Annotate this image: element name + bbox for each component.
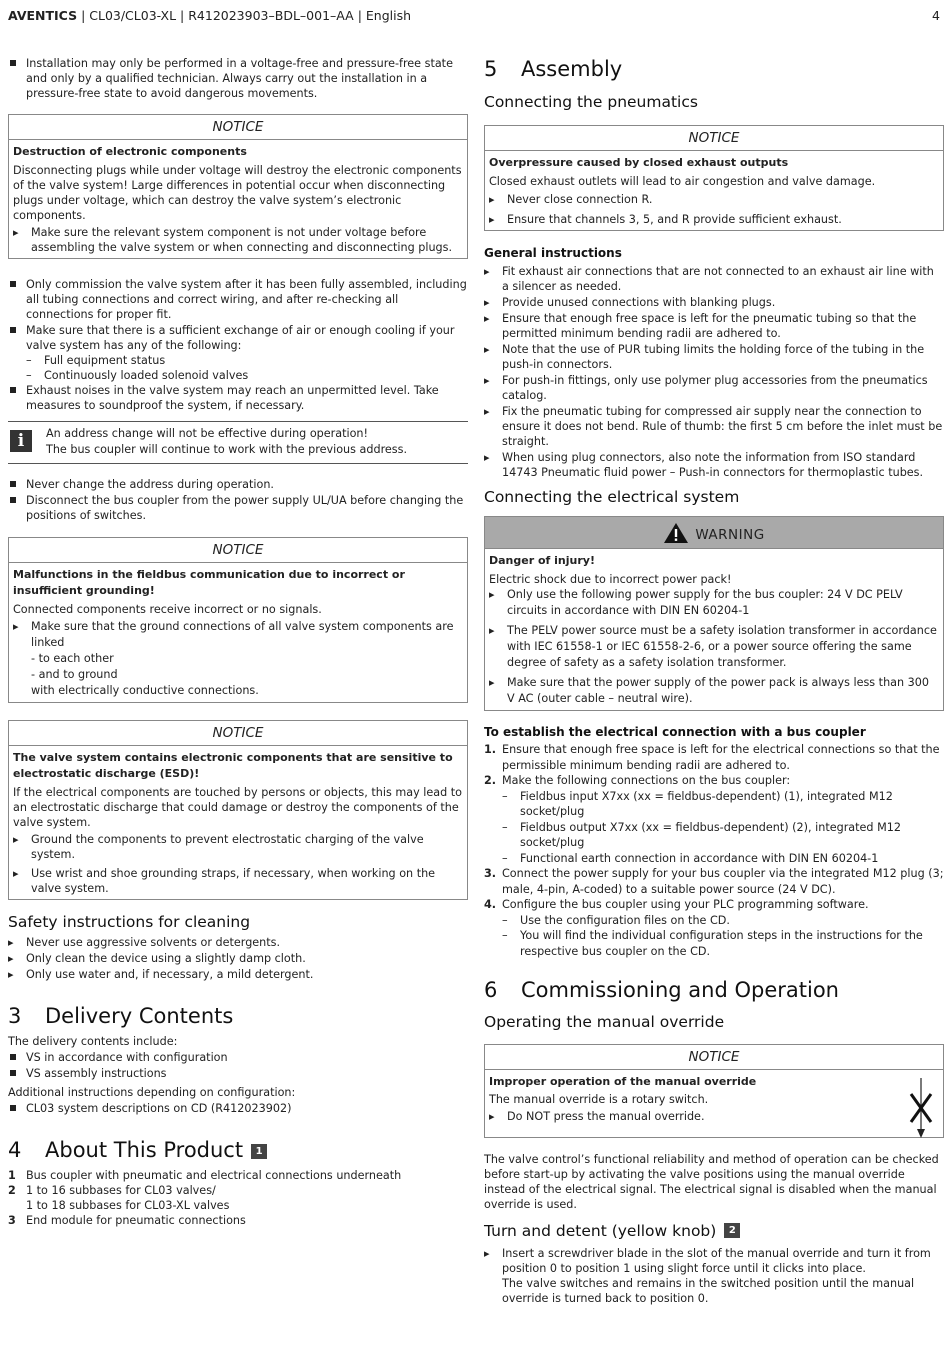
step-text: Ensure that enough free space is left for the electrical connections so that the permissible minimum bending radii are adhered to. [502,743,940,772]
list-item: Only commission the valve system after it has been fully assembled, including all tubing connections and correct wiring, and after re-checking all connections for proper fit. [8,277,468,322]
notice-action-line: - to each other [31,652,114,665]
sub-step-item: – Functional earth connection in accordance with DIN EN 60204-1 [502,851,944,867]
section-assembly [484,56,944,82]
step-text: Configure the bus coupler using your PLC programming software. [502,898,869,911]
notice-action [13,619,463,699]
warning-triangle-icon [663,522,689,544]
list-item: ▸ Fix the pneumatic tubing for compressed air supply near the connection to ensure it does not bend. Rule of thumb: the first 5 cm before the inlet must be straight. [484,404,944,449]
intro-bullet-list [8,56,468,101]
section-number: 5 [484,57,498,81]
sub-step-item: – Fieldbus input X7xx (xx = fieldbus-dependent) (1), integrated M12 socket/plug [502,789,944,820]
section-title: About This Product [45,1138,244,1162]
warning-action: ▸ Only use the following power supply for the bus coupler: 24 V DC PELV circuits in accordance with DIN EN 60204-1 [489,587,939,619]
step-item [484,866,944,897]
notice-text: Closed exhaust outlets will lead to air congestion and valve damage. [489,175,876,188]
notice-title: NOTICE [485,126,943,151]
commission-bullet-list [8,277,468,413]
notice-esd [8,720,468,900]
delivery-list-2 [8,1101,468,1117]
header-doc-info [8,8,411,23]
notice-text: Disconnecting plugs while under voltage will destroy the electronic components of the valve system! Large differences in potential occur when disconnecting plugs under voltage, which can destroy the valve system’s electronic components. [13,164,462,222]
left-column [8,56,468,1228]
brand-name: AVENTICS [8,8,78,23]
notice-action: ▸ Ensure that channels 3, 5, and R provide sufficient exhaust. [489,212,939,227]
list-item: ▸ Note that the use of PUR tubing limits the holding force of the tubing in the push-in connectors. [484,342,944,372]
establish-connection-heading: To establish the electrical connection with a bus coupler [484,725,866,739]
list-item: VS in accordance with configuration [8,1050,468,1066]
general-instructions-heading: General instructions [484,246,622,260]
list-item: Installation may only be performed in a voltage-free and pressure-free state and only by a qualified technician. Always carry out the installation in a pressure-free state to avoid dangerous movements. [8,56,468,101]
notice-manual-override [484,1044,944,1138]
info-line: An address change will not be effective during operation! [46,427,369,440]
info-line: The bus coupler will continue to work with the previous address. [46,443,408,456]
step-number: 3. [484,867,497,880]
figure-ref-badge: 1 [251,1144,267,1159]
warning-action: ▸ Make sure that the power supply of the power pack is always less than 300 V AC (outer cable – neutral wire). [489,675,939,707]
list-item: ▸ For push-in fittings, only use polymer plug accessories from the pneumatics catalog. [484,373,944,403]
list-item-text: Make sure that there is a sufficient exchange of air or enough cooling if your valve system has any of the following: [26,324,455,352]
section-title: Commissioning and Operation [521,978,839,1002]
warning-action: ▸ The PELV power source must be a safety isolation transformer in accordance with IEC 61558-1 or IEC 61558-2-6, or a power source offering the same degree of safety as a safety isolation transformer. [489,623,939,671]
section-number: 4 [8,1138,22,1162]
right-column [484,56,944,1306]
general-instructions-list [484,264,944,480]
list-item: Exhaust noises in the valve system may reach an unpermitted level. Take measures to soundproof the system, if necessary. [8,383,468,413]
list-item [484,1246,944,1306]
pneumatics-heading: Connecting the pneumatics [484,93,698,111]
item-line: End module for pneumatic connections [26,1214,246,1227]
notice-heading: Improper operation of the manual override [489,1075,757,1088]
step-item [484,897,944,959]
step-text: Connect the power supply for your bus coupler via the integrated M12 plug (3; male, 4-pin, A-coded) to a suitable power source (24 V DC). [502,867,944,896]
notice-title: NOTICE [9,721,467,746]
section-about-product [8,1137,468,1163]
notice-action-line: with electrically conductive connections. [31,684,259,697]
notice-text: If the electrical components are touched by persons or objects, this may lead to an electrostatic discharge that could damage or destroy the components of the valve system. [13,786,462,829]
list-item [8,1183,468,1213]
list-item: CL03 system descriptions on CD (R412023902) [8,1101,468,1117]
step-number: 2. [484,774,497,787]
warning-heading: Danger of injury! [489,554,595,567]
step-item [484,742,944,773]
item-line: 1 to 18 subbases for CL03-XL valves [26,1199,230,1212]
list-item: Disconnect the bus coupler from the power supply UL/UA before changing the positions of switches. [8,493,468,523]
item-number: 1 [8,1169,16,1182]
notice-action-line: - and to ground [31,668,118,681]
list-item: ▸ Never use aggressive solvents or detergents. [8,935,468,951]
notice-action: ▸ Ground the components to prevent electrostatic charging of the valve system. [13,832,463,862]
list-item-followup: The valve switches and remains in the switched position until the manual override is turned back to position 0. [502,1277,915,1305]
delivery-intro-2: Additional instructions depending on configuration: [8,1086,296,1099]
notice-title: NOTICE [9,538,467,563]
list-item: Never change the address during operation. [8,477,468,492]
notice-heading: Destruction of electronic components [13,145,247,158]
sub-step-item: – Use the configuration files on the CD. [502,913,944,929]
turn-detent-heading [484,1221,944,1241]
notice-grounding [8,537,468,703]
notice-action: ▸ Never close connection R. [489,192,939,207]
item-number: 2 [8,1184,16,1197]
figure-ref-badge: 2 [724,1223,740,1238]
list-item: ▸ Only clean the device using a slightly damp cloth. [8,951,468,967]
establish-steps-list [484,742,944,959]
override-paragraph: The valve control’s functional reliability and method of operation can be checked before start-up by activating the valve positions using the manual override instead of the electrical signal. The electrical signal is disabled when the manual override is used. [484,1153,939,1211]
section-number: 3 [8,1004,22,1028]
item-number: 3 [8,1214,16,1227]
notice-title: NOTICE [9,115,467,140]
notice-action: ▸ Do NOT press the manual override. [489,1109,939,1124]
notice-heading: Malfunctions in the fieldbus communication due to incorrect or insufficient grounding! [13,568,405,597]
warning-electric-shock [484,516,944,711]
list-item [8,1213,468,1228]
list-item: ▸ Provide unused connections with blanking plugs. [484,295,944,310]
list-item [8,1168,468,1183]
list-item: VS assembly instructions [8,1066,468,1082]
cleaning-heading: Safety instructions for cleaning [8,913,251,931]
item-line: Bus coupler with pneumatic and electrical connections underneath [26,1169,402,1182]
notice-heading: Overpressure caused by closed exhaust outputs [489,156,789,169]
warning-title-bar [485,517,943,549]
item-line: 1 to 16 subbases for CL03 valves/ [26,1184,216,1197]
product-parts-list [8,1168,468,1228]
notice-action-text: Make sure that the ground connections of all valve system components are linked [31,620,454,649]
manual-override-heading: Operating the manual override [484,1013,725,1031]
section-title: Assembly [521,57,623,81]
sub-step-item: – You will find the individual configuration steps in the instructions for the respective bus coupler on the CD. [502,928,944,959]
section-commissioning [484,977,944,1003]
sub-list-item: – Full equipment status [26,353,468,368]
notice-text: The manual override is a rotary switch. [489,1093,709,1106]
section-title: Delivery Contents [45,1004,234,1028]
turn-detent-list [484,1246,944,1306]
step-item [484,773,944,866]
info-box-address [8,421,468,464]
notice-overpressure [484,125,944,231]
step-text: Make the following connections on the bus coupler: [502,774,791,787]
list-item: ▸ Only use water and, if necessary, a mild detergent. [8,967,468,983]
page-header [8,8,940,26]
notice-action: ▸ Use wrist and shoe grounding straps, if necessary, when working on the valve system. [13,866,463,896]
list-item: ▸ Ensure that enough free space is left for the pneumatic tubing so that the permitted minimum bending radii are adhered to. [484,311,944,341]
list-item: ▸ When using plug connectors, also note the information from ISO standard 14743 Pneumatic fluid power – Push-in connectors for thermoplastic tubes. [484,450,944,480]
sub-list-item: – Continuously loaded solenoid valves [26,368,468,383]
no-press-override-icon [907,1078,935,1142]
doc-reference: | CL03/CL03-XL | R412023903–BDL–001–AA | English [77,8,412,23]
address-bullet-list [8,477,468,523]
list-item-text: ▸ Insert a screwdriver blade in the slot of the manual override and turn it from position 0 to position 1 using slight force until it clicks into place. [502,1247,931,1275]
warning-title: WARNING [695,527,765,543]
turn-detent-title: Turn and detent (yellow knob) [484,1222,717,1240]
cleaning-list [8,935,468,983]
info-icon: i [10,430,32,452]
list-item [8,323,468,383]
delivery-list [8,1050,468,1082]
step-number: 1. [484,743,497,756]
section-delivery-contents [8,1003,468,1029]
step-number: 4. [484,898,497,911]
delivery-intro: The delivery contents include: [8,1035,178,1048]
electrical-heading: Connecting the electrical system [484,488,740,506]
warning-text: Electric shock due to incorrect power pack! [489,573,732,586]
notice-title: NOTICE [485,1045,943,1070]
section-number: 6 [484,978,498,1002]
notice-electronic-components [8,114,468,259]
page-number: 4 [932,8,940,23]
notice-heading: The valve system contains electronic components that are sensitive to electrostatic discharge (ESD)! [13,751,453,780]
sub-step-item: – Fieldbus output X7xx (xx = fieldbus-dependent) (2), integrated M12 socket/plug [502,820,944,851]
notice-action: ▸ Make sure the relevant system component is not under voltage before assembling the valve system or when connecting and disconnecting plugs. [13,225,463,255]
notice-text: Connected components receive incorrect or no signals. [13,603,322,616]
list-item: ▸ Fit exhaust air connections that are not connected to an exhaust air line with a silencer as needed. [484,264,944,294]
